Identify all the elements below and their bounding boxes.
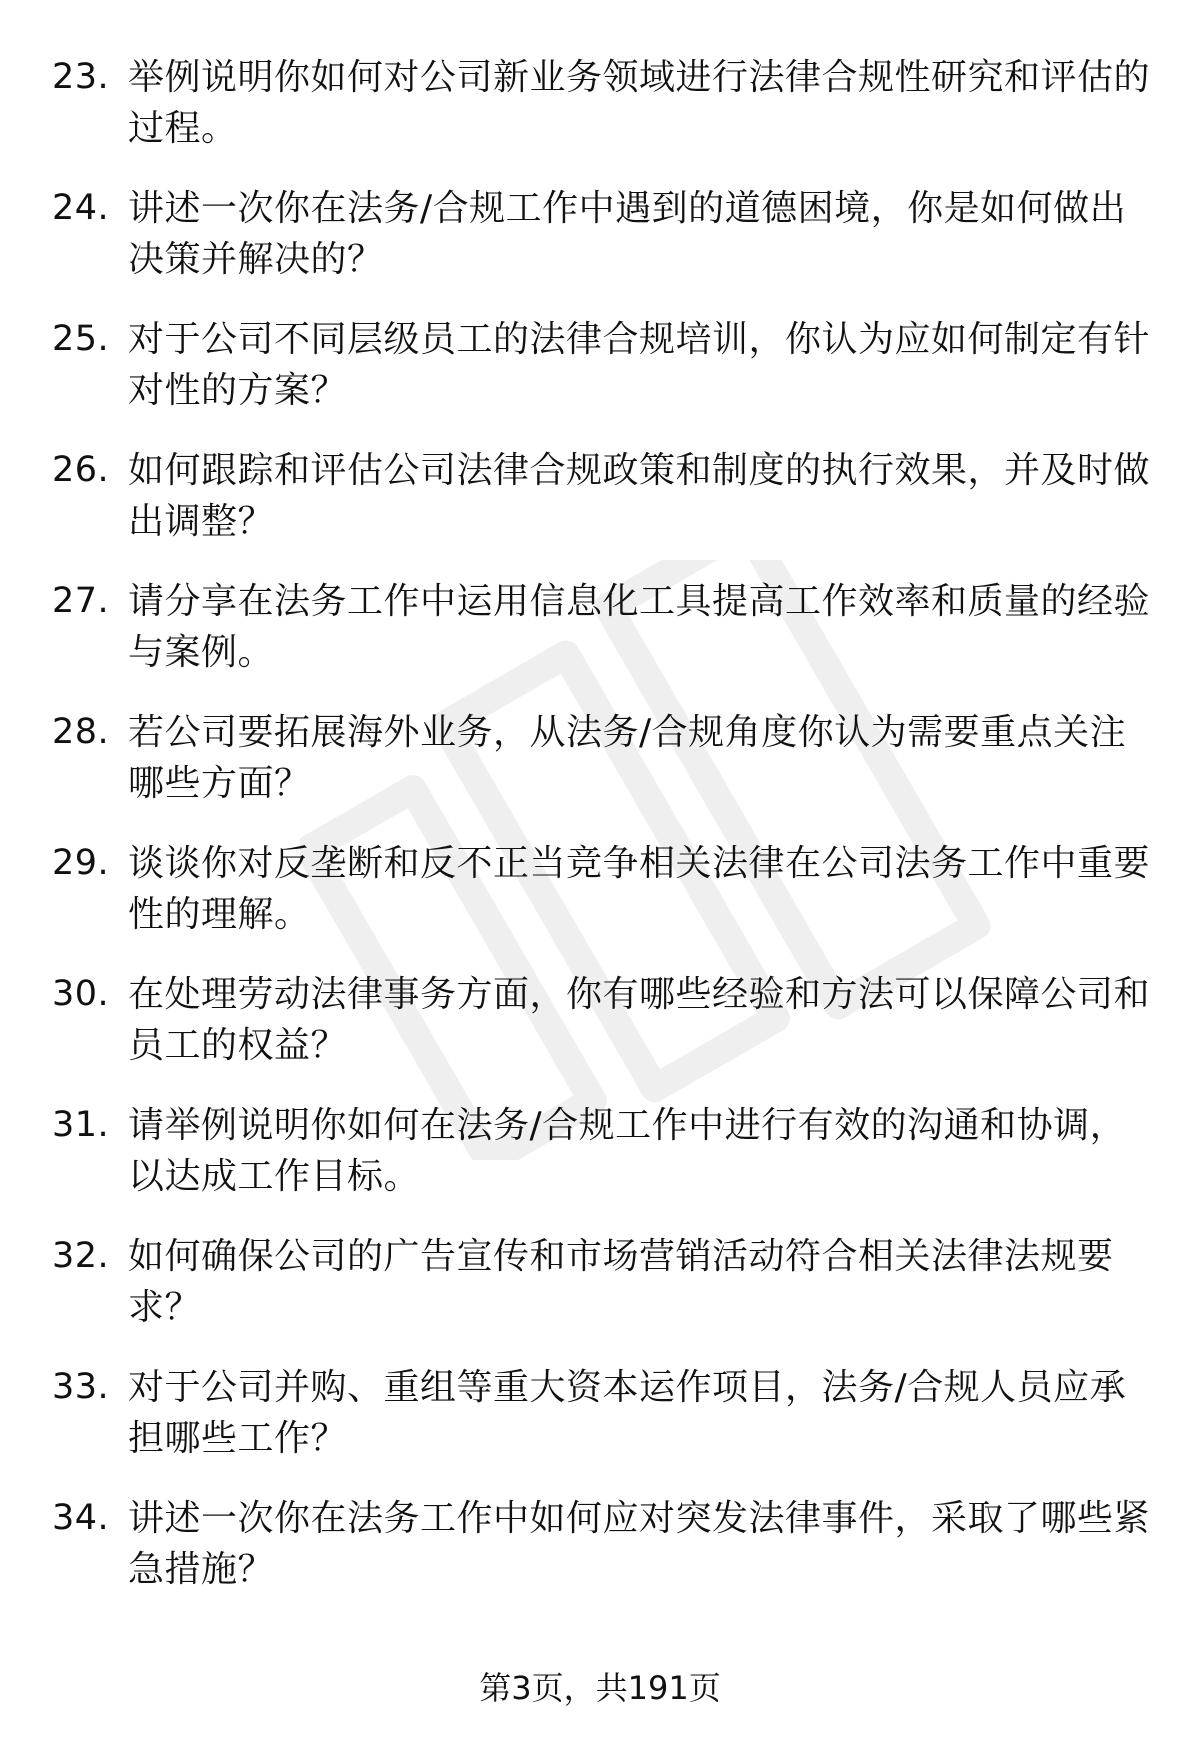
question-number: 25. (52, 319, 110, 359)
page-footer: 第3页，共191页 (479, 1669, 721, 1707)
question-item (52, 969, 1162, 1071)
question-text: 谈谈你对反垄断和反不正当竞争相关法律在公司法务工作中重要性的理解。 (128, 843, 1151, 935)
question-number: 23. (52, 57, 110, 97)
question-number: 29. (52, 843, 110, 883)
question-item (52, 838, 1162, 940)
question-number: 27. (52, 581, 110, 621)
question-item (52, 52, 1162, 154)
question-number: 24. (52, 188, 110, 228)
question-number: 33. (52, 1367, 110, 1407)
question-text: 对于公司并购、重组等重大资本运作项目，法务/合规人员应承担哪些工作？ (128, 1367, 1127, 1459)
question-item (52, 1362, 1162, 1464)
question-text: 如何跟踪和评估公司法律合规政策和制度的执行效果，并及时做出调整？ (128, 450, 1151, 542)
question-number: 28. (52, 712, 110, 752)
question-text: 讲述一次你在法务/合规工作中遇到的道德困境，你是如何做出决策并解决的？ (128, 188, 1127, 280)
question-text: 举例说明你如何对公司新业务领域进行法律合规性研究和评估的过程。 (128, 57, 1151, 149)
question-text: 在处理劳动法律事务方面，你有哪些经验和方法可以保障公司和员工的权益？ (128, 974, 1151, 1066)
question-item (52, 445, 1162, 547)
question-text: 对于公司不同层级员工的法律合规培训，你认为应如何制定有针对性的方案？ (128, 319, 1151, 411)
question-item (52, 183, 1162, 285)
question-item (52, 1493, 1162, 1595)
question-item (52, 576, 1162, 678)
question-text: 如何确保公司的广告宣传和市场营销活动符合相关法律法规要求？ (128, 1236, 1114, 1328)
question-text: 请分享在法务工作中运用信息化工具提高工作效率和质量的经验与案例。 (128, 581, 1151, 673)
question-item (52, 314, 1162, 416)
question-number: 34. (52, 1498, 110, 1538)
question-number: 26. (52, 450, 110, 490)
question-list (52, 52, 1162, 1624)
question-text: 请举例说明你如何在法务/合规工作中进行有效的沟通和协调，以达成工作目标。 (128, 1105, 1127, 1197)
question-item (52, 707, 1162, 809)
question-item (52, 1100, 1162, 1202)
question-number: 31. (52, 1105, 110, 1145)
question-text: 若公司要拓展海外业务，从法务/合规角度你认为需要重点关注哪些方面？ (128, 712, 1127, 804)
question-text: 讲述一次你在法务工作中如何应对突发法律事件，采取了哪些紧急措施？ (128, 1498, 1151, 1590)
question-number: 32. (52, 1236, 110, 1276)
question-number: 30. (52, 974, 110, 1014)
question-item (52, 1231, 1162, 1333)
